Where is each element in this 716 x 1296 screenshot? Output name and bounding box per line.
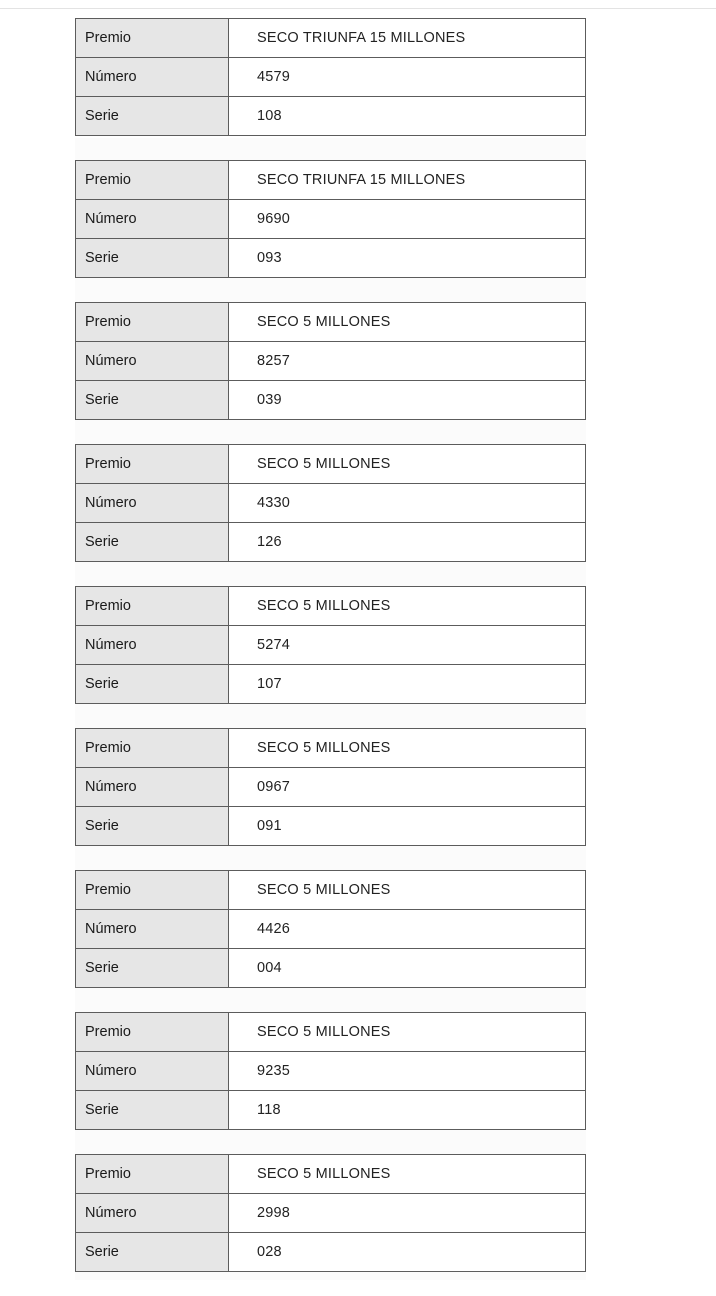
numero-value: 2998: [229, 1194, 586, 1233]
premio-label: Premio: [76, 871, 229, 910]
serie-value: 107: [229, 665, 586, 704]
table-row-premio: [76, 1155, 586, 1194]
table-row-numero: [76, 58, 586, 97]
serie-label: Serie: [76, 949, 229, 988]
table-row-numero: [76, 768, 586, 807]
numero-value: 4579: [229, 58, 586, 97]
premio-value: SECO 5 MILLONES: [229, 1155, 586, 1194]
premio-value: SECO 5 MILLONES: [229, 729, 586, 768]
numero-label: Número: [76, 910, 229, 949]
prize-results-list: [75, 18, 586, 1296]
table-row-numero: [76, 200, 586, 239]
serie-label: Serie: [76, 1233, 229, 1272]
table-row-serie: [76, 1233, 586, 1272]
numero-value: 0967: [229, 768, 586, 807]
premio-label: Premio: [76, 729, 229, 768]
table-row-serie: [76, 523, 586, 562]
serie-value: 004: [229, 949, 586, 988]
serie-value: 028: [229, 1233, 586, 1272]
table-row-numero: [76, 484, 586, 523]
table-row-serie: [76, 807, 586, 846]
numero-label: Número: [76, 58, 229, 97]
table-row-numero: [76, 1052, 586, 1091]
table-row-serie: [76, 665, 586, 704]
premio-label: Premio: [76, 445, 229, 484]
table-row-serie: [76, 1091, 586, 1130]
premio-value: SECO 5 MILLONES: [229, 871, 586, 910]
serie-label: Serie: [76, 523, 229, 562]
serie-value: 118: [229, 1091, 586, 1130]
numero-value: 4330: [229, 484, 586, 523]
prize-table: [75, 870, 586, 988]
premio-value: SECO 5 MILLONES: [229, 303, 586, 342]
prize-table: [75, 18, 586, 136]
premio-value: SECO 5 MILLONES: [229, 1013, 586, 1052]
table-row-premio: [76, 445, 586, 484]
prize-table: [75, 728, 586, 846]
premio-label: Premio: [76, 161, 229, 200]
table-row-premio: [76, 871, 586, 910]
serie-value: 091: [229, 807, 586, 846]
prize-table: [75, 586, 586, 704]
serie-value: 039: [229, 381, 586, 420]
premio-value: SECO TRIUNFA 15 MILLONES: [229, 19, 586, 58]
premio-value: SECO 5 MILLONES: [229, 587, 586, 626]
serie-label: Serie: [76, 239, 229, 278]
table-row-numero: [76, 1194, 586, 1233]
numero-label: Número: [76, 200, 229, 239]
table-row-serie: [76, 97, 586, 136]
numero-value: 9235: [229, 1052, 586, 1091]
table-row-serie: [76, 949, 586, 988]
premio-label: Premio: [76, 1155, 229, 1194]
numero-value: 5274: [229, 626, 586, 665]
numero-value: 9690: [229, 200, 586, 239]
premio-value: SECO TRIUNFA 15 MILLONES: [229, 161, 586, 200]
prize-table: [75, 1154, 586, 1272]
table-row-premio: [76, 1013, 586, 1052]
table-row-premio: [76, 587, 586, 626]
numero-value: 8257: [229, 342, 586, 381]
table-row-serie: [76, 381, 586, 420]
numero-value: 4426: [229, 910, 586, 949]
premio-label: Premio: [76, 1013, 229, 1052]
prize-table: [75, 160, 586, 278]
top-divider: [0, 8, 716, 9]
numero-label: Número: [76, 1194, 229, 1233]
numero-label: Número: [76, 484, 229, 523]
table-row-serie: [76, 239, 586, 278]
serie-label: Serie: [76, 97, 229, 136]
serie-value: 126: [229, 523, 586, 562]
serie-label: Serie: [76, 381, 229, 420]
numero-label: Número: [76, 626, 229, 665]
premio-label: Premio: [76, 303, 229, 342]
numero-label: Número: [76, 342, 229, 381]
table-row-premio: [76, 729, 586, 768]
numero-label: Número: [76, 768, 229, 807]
prize-table: [75, 302, 586, 420]
table-row-numero: [76, 342, 586, 381]
prize-table: [75, 444, 586, 562]
table-row-premio: [76, 161, 586, 200]
premio-label: Premio: [76, 587, 229, 626]
premio-label: Premio: [76, 19, 229, 58]
serie-label: Serie: [76, 807, 229, 846]
numero-label: Número: [76, 1052, 229, 1091]
premio-value: SECO 5 MILLONES: [229, 445, 586, 484]
serie-label: Serie: [76, 1091, 229, 1130]
serie-value: 108: [229, 97, 586, 136]
serie-value: 093: [229, 239, 586, 278]
table-row-numero: [76, 626, 586, 665]
prize-table: [75, 1012, 586, 1130]
table-row-premio: [76, 19, 586, 58]
table-row-numero: [76, 910, 586, 949]
serie-label: Serie: [76, 665, 229, 704]
table-row-premio: [76, 303, 586, 342]
